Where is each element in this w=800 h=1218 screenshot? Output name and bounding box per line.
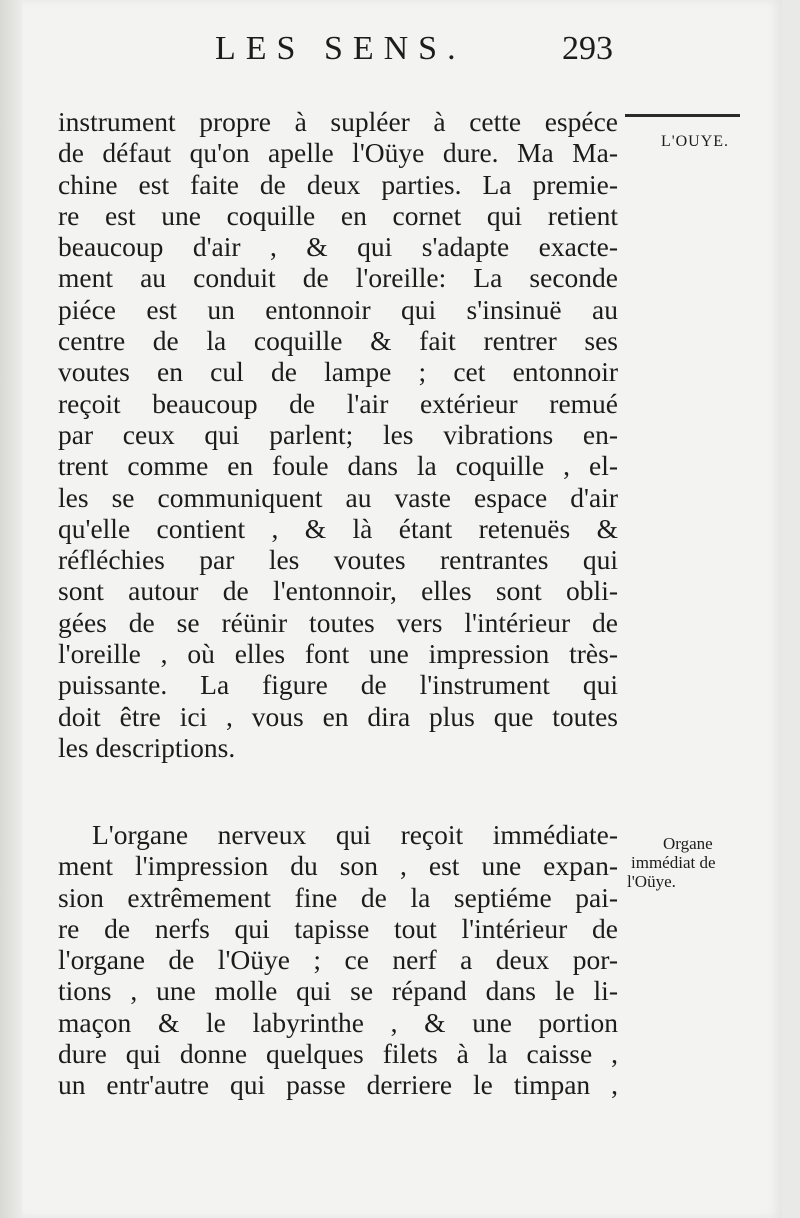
text-line: les descriptions. [58,731,236,763]
running-title: LES SENS. [215,30,466,67]
text-line: ment au conduit de l'oreille: La seconde [58,262,618,294]
page-gutter [0,0,22,1218]
text-line: doit être ici , vous en dira plus que toutes [58,700,618,732]
margin-note-oreille: L'OUYE. [660,133,730,150]
text-line: centre de la coquille & fait rentrer ses [58,325,618,357]
text-line: sion extrêmement fine de la septiéme pai- [58,881,618,913]
text-line: puissante. La figure de l'instrument qui [58,669,618,701]
paragraph-1 [58,106,618,763]
text-line: l'oreille , où elles font une impression très- [58,638,618,670]
text-line: gées de se réünir toutes vers l'intérieur de [58,606,618,638]
text-line: ment l'impression du son , est une expan- [58,850,618,882]
page-number: 293 [562,30,613,67]
text-line: réfléchies par les voutes rentrantes qui [58,544,618,576]
text-line: re est une coquille en cornet qui retient [58,199,618,231]
text-line: voutes en cul de lampe ; cet entonnoir [58,356,618,388]
text-line: l'organe de l'Oüye ; ce nerf a deux por- [58,944,618,976]
text-line: qu'elle contient , & là étant retenuës & [58,512,618,544]
text-line: par ceux qui parlent; les vibrations en- [58,418,618,450]
text-line: L'organe nerveux qui reçoit immédiate- [92,819,618,850]
margin-note-line: immédiat de [631,853,716,872]
text-line: instrument propre à supléer à cette espéce [58,106,618,137]
text-line: de défaut qu'on apelle l'Oüye dure. Ma Ma- [58,137,618,169]
text-line: les se communiquent au vaste espace d'air [58,481,618,513]
margin-note-line: l'Oüye. [627,872,676,891]
text-line: un entr'autre qui passe derriere le timpan , [58,1069,618,1101]
text-line: dure qui donne quelques filets à la caisse , [58,1038,618,1070]
text-line: beaucoup d'air , & qui s'adapte exacte- [58,231,618,263]
text-line: tions , une molle qui se répand dans le li- [58,975,618,1007]
page-header [0,30,800,80]
margin-note-organe [625,834,753,891]
margin-rule [625,114,740,117]
margin-note-line: Organe [663,834,713,853]
text-line: re de nerfs qui tapisse tout l'intérieur de [58,912,618,944]
paragraph-2 [58,819,618,1101]
text-line: piéce est un entonnoir qui s'insinuë au [58,293,618,325]
bleed-through-mark [735,570,739,588]
text-line: trent comme en foule dans la coquille , el- [58,450,618,482]
text-line: chine est faite de deux parties. La premie- [58,168,618,200]
text-line: sont autour de l'entonnoir, elles sont obli- [58,575,618,607]
text-line: maçon & le labyrinthe , & une portion [58,1006,618,1038]
text-line: reçoit beaucoup de l'air extérieur remué [58,387,618,419]
